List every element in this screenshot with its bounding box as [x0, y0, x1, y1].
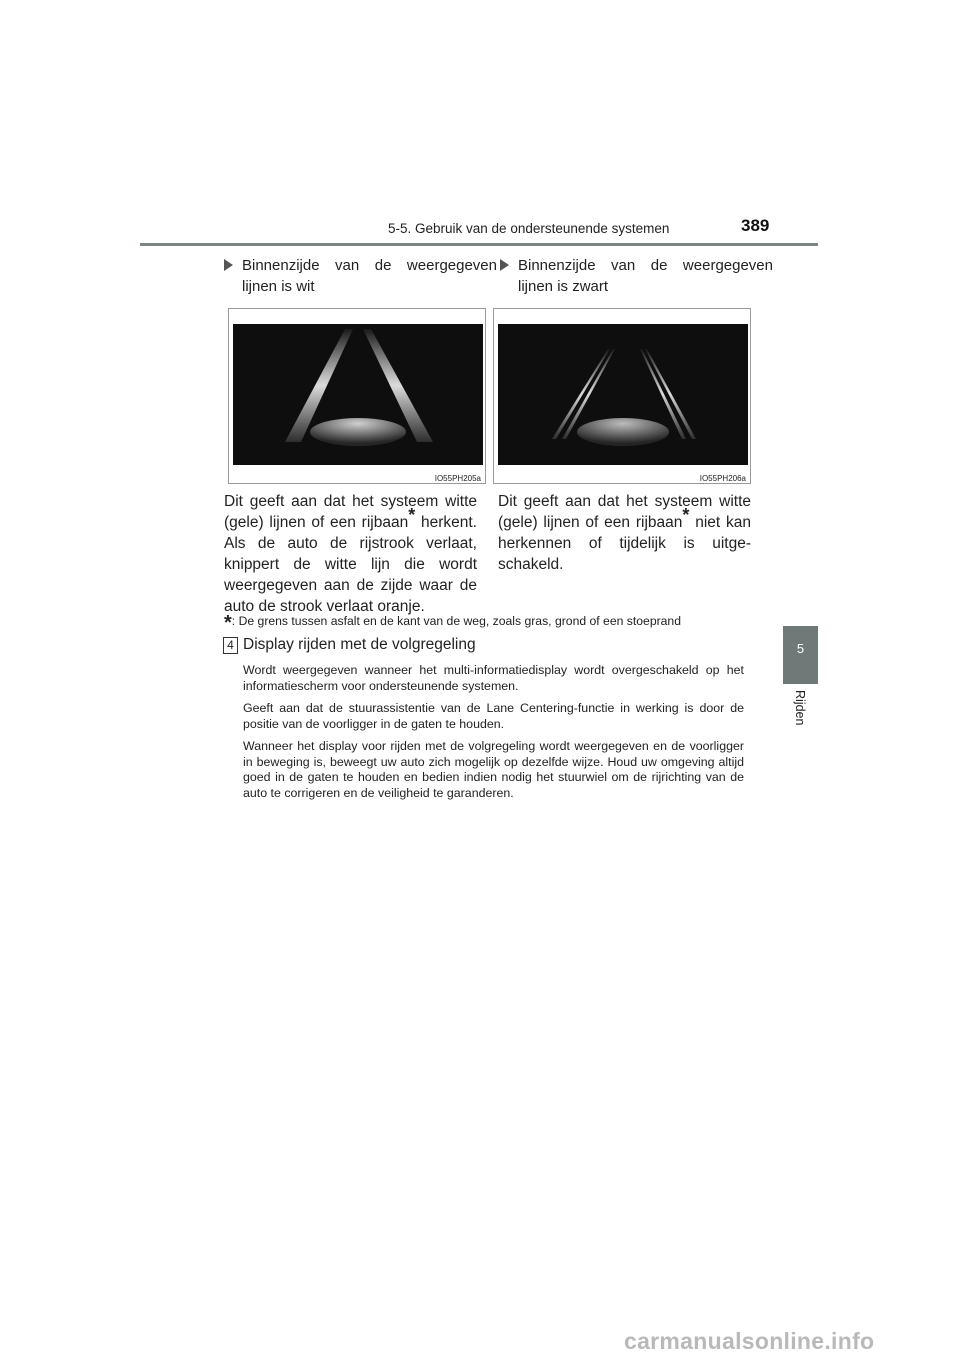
footnote-marker: *: [682, 504, 690, 525]
running-header-section: 5-5. Gebruik van de ondersteunende systemen: [388, 221, 670, 236]
description-text: Dit geeft aan dat het systeem witte (gele) lijnen of een rijbaan: [224, 493, 477, 531]
bullet-white-lines: [224, 255, 499, 299]
chapter-tab: [783, 684, 818, 932]
footnote: [224, 608, 681, 634]
bullet-black-lines: [500, 255, 775, 299]
watermark: carmanualsonline.info: [624, 1328, 875, 1354]
section-number-box: 4: [223, 637, 238, 654]
description-black-lines: [498, 491, 751, 575]
bullet-arrow-icon: [500, 259, 509, 271]
display-screen: [233, 324, 483, 465]
footnote-marker: *: [408, 504, 416, 525]
figure-code: IO55PH205a: [434, 474, 481, 483]
bullet-text: Binnenzijde van de weergegeven lijnen is zwart: [518, 257, 773, 295]
figure-white-lines: [228, 308, 486, 484]
chapter-tab-label: Rijden: [793, 690, 807, 726]
header-divider: [140, 243, 818, 246]
bullet-text: Binnenzijde van de weergegeven lijnen is wit: [242, 257, 497, 295]
description-text: Dit geeft aan dat het systeem witte (gele) lijnen of een rijbaan: [498, 493, 751, 531]
paragraph: Wanneer het display voor rijden met de volgregeling wordt weergegeven en de voorligger in beweging is, beweegt uw auto zich mogelijk op dezelfde wijze. Houd uw omgeving altijd goed in de gaten te houden en bedien indien nodig het stuurwiel om de rijrichting van de auto te corrigeren en de veiligheid te garanderen.: [243, 739, 744, 800]
figure-black-lines: [493, 308, 751, 484]
paragraph: Wordt weergegeven wanneer het multi-informatiedisplay wordt overgeschakeld op het informatiescherm voor ondersteunende systemen.: [243, 663, 744, 693]
section-title: Display rijden met de volgregeling: [243, 636, 476, 653]
lane-lines-black-illustration: [498, 324, 748, 465]
display-screen: [498, 324, 748, 465]
footnote-star: *: [224, 612, 232, 634]
page-number: 389: [741, 216, 770, 235]
paragraph: Geeft aan dat de stuurassistentie van de Lane Centering-functie in werking is door de positie van de voorligger in de gaten te houden.: [243, 701, 744, 731]
bullet-arrow-icon: [224, 259, 233, 271]
lane-lines-white-illustration: [233, 324, 483, 465]
figure-code: IO55PH206a: [699, 474, 746, 483]
description-text: herkent. Als de auto de rijstrook verlaat, knippert de witte lijn die wordt weergegeven aan de zijde waar de auto de strook verlaat oranje.: [224, 514, 477, 615]
description-text: niet kan herkennen of tijdelijk is uitge-schakeld.: [498, 514, 751, 573]
description-white-lines: [224, 491, 477, 617]
chapter-tab-number: 5: [783, 626, 818, 684]
footnote-text: : De grens tussen asfalt en de kant van de weg, zoals gras, grond of een stoeprand: [231, 614, 681, 628]
